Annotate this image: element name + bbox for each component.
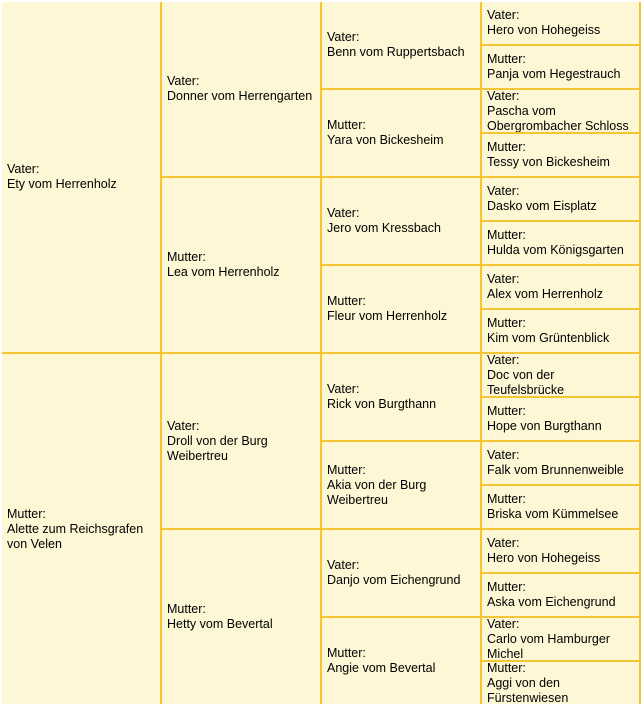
ancestor-cell xyxy=(482,2,639,44)
role-label: Mutter: xyxy=(487,140,526,154)
dog-name: Fleur vom Herrenholz xyxy=(327,309,448,323)
role-label: Vater: xyxy=(487,272,520,286)
great-grandparent-cell xyxy=(322,618,480,704)
role-label: Mutter: xyxy=(327,294,366,308)
dog-name: Doc von der Teufelsbrücke xyxy=(487,367,565,396)
grandparent-cell xyxy=(162,354,320,528)
role-label: Mutter: xyxy=(487,316,526,330)
ancestor-cell xyxy=(482,178,639,220)
role-label: Vater: xyxy=(487,8,520,22)
ancestor-cell xyxy=(482,398,639,440)
dog-name: Alex vom Herrenholz xyxy=(487,287,604,301)
sire-cell xyxy=(2,2,160,352)
dog-name: Tessy von Bickesheim xyxy=(487,155,610,169)
ancestor-cell xyxy=(482,662,639,704)
dog-name: Ety vom Herrenholz xyxy=(7,177,117,191)
dog-name: Panja vom Hegestrauch xyxy=(487,67,621,81)
role-label: Vater: xyxy=(487,184,520,198)
role-label: Mutter: xyxy=(487,404,526,418)
dog-name: Donner vom Herrengarten xyxy=(167,89,313,103)
dog-name: Rick von Burgthann xyxy=(327,397,437,411)
role-label: Vater: xyxy=(487,536,520,550)
ancestor-cell xyxy=(482,530,639,572)
dog-name: Hero von Hohegeiss xyxy=(487,551,601,565)
grandparent-cell xyxy=(162,530,320,704)
great-grandparent-cell xyxy=(322,266,480,352)
dog-name: Hero von Hohegeiss xyxy=(487,23,601,37)
dam-cell xyxy=(2,354,160,704)
dog-name: Akia von der Burg Weibertreu xyxy=(327,477,427,507)
dog-name: Yara von Bickesheim xyxy=(327,133,444,147)
role-label: Vater: xyxy=(487,618,520,631)
ancestor-cell xyxy=(482,90,639,132)
great-grandparent-cell xyxy=(322,354,480,440)
dog-name: Carlo vom Hamburger Michel xyxy=(487,631,610,660)
role-label: Mutter: xyxy=(7,506,46,521)
great-grandparent-cell xyxy=(322,2,480,88)
pedigree-table xyxy=(2,2,641,704)
dog-name: Dasko vom Eisplatz xyxy=(487,199,597,213)
dog-name: Hetty vom Bevertal xyxy=(167,617,273,631)
role-label: Vater: xyxy=(327,30,360,44)
role-label: Vater: xyxy=(7,162,40,176)
dog-name: Lea vom Herrenholz xyxy=(167,265,280,279)
role-label: Vater: xyxy=(327,206,360,220)
grandparent-cell xyxy=(162,178,320,352)
dog-name: Aggi von den Fürstenwiesen xyxy=(487,675,569,704)
role-label: Mutter: xyxy=(167,250,206,264)
ancestor-cell xyxy=(482,46,639,88)
role-label: Mutter: xyxy=(487,492,526,506)
great-grandparent-cell xyxy=(322,178,480,264)
dog-name: Pascha vom Obergrombacher Schloss xyxy=(487,103,629,132)
dog-name: Falk vom Brunnenweible xyxy=(487,463,624,477)
role-label: Vater: xyxy=(487,354,520,367)
ancestor-cell xyxy=(482,266,639,308)
role-label: Mutter: xyxy=(487,52,526,66)
role-label: Mutter: xyxy=(487,228,526,242)
role-label: Vater: xyxy=(327,558,360,572)
role-label: Mutter: xyxy=(167,602,206,616)
ancestor-cell xyxy=(482,354,639,396)
dog-name: Jero vom Kressbach xyxy=(327,221,441,235)
role-label: Vater: xyxy=(327,382,360,396)
dog-name: Hope von Burgthann xyxy=(487,419,602,433)
dog-name: Droll von der Burg Weibertreu xyxy=(167,433,268,463)
ancestor-cell xyxy=(482,618,639,660)
role-label: Vater: xyxy=(167,74,200,88)
role-label: Mutter: xyxy=(327,646,366,660)
role-label: Mutter: xyxy=(327,118,366,132)
role-label: Vater: xyxy=(487,90,520,103)
great-grandparent-cell xyxy=(322,442,480,528)
grandparent-cell xyxy=(162,2,320,176)
ancestor-cell xyxy=(482,574,639,616)
dog-name: Aska vom Eichengrund xyxy=(487,595,616,609)
role-label: Vater: xyxy=(487,448,520,462)
ancestor-cell xyxy=(482,442,639,484)
dog-name: Briska vom Kümmelsee xyxy=(487,507,619,521)
dog-name: Danjo vom Eichengrund xyxy=(327,573,461,587)
dog-name: Alette zum Reichsgrafen von Velen xyxy=(7,521,144,551)
dog-name: Angie vom Bevertal xyxy=(327,661,436,675)
dog-name: Hulda vom Königsgarten xyxy=(487,243,624,257)
role-label: Mutter: xyxy=(487,662,526,675)
role-label: Vater: xyxy=(167,418,200,433)
great-grandparent-cell xyxy=(322,90,480,176)
ancestor-cell xyxy=(482,310,639,352)
great-grandparent-cell xyxy=(322,530,480,616)
dog-name: Benn vom Ruppertsbach xyxy=(327,45,465,59)
dog-name: Kim vom Grüntenblick xyxy=(487,331,610,345)
ancestor-cell xyxy=(482,222,639,264)
role-label: Mutter: xyxy=(327,462,366,477)
role-label: Mutter: xyxy=(487,580,526,594)
ancestor-cell xyxy=(482,134,639,176)
ancestor-cell xyxy=(482,486,639,528)
